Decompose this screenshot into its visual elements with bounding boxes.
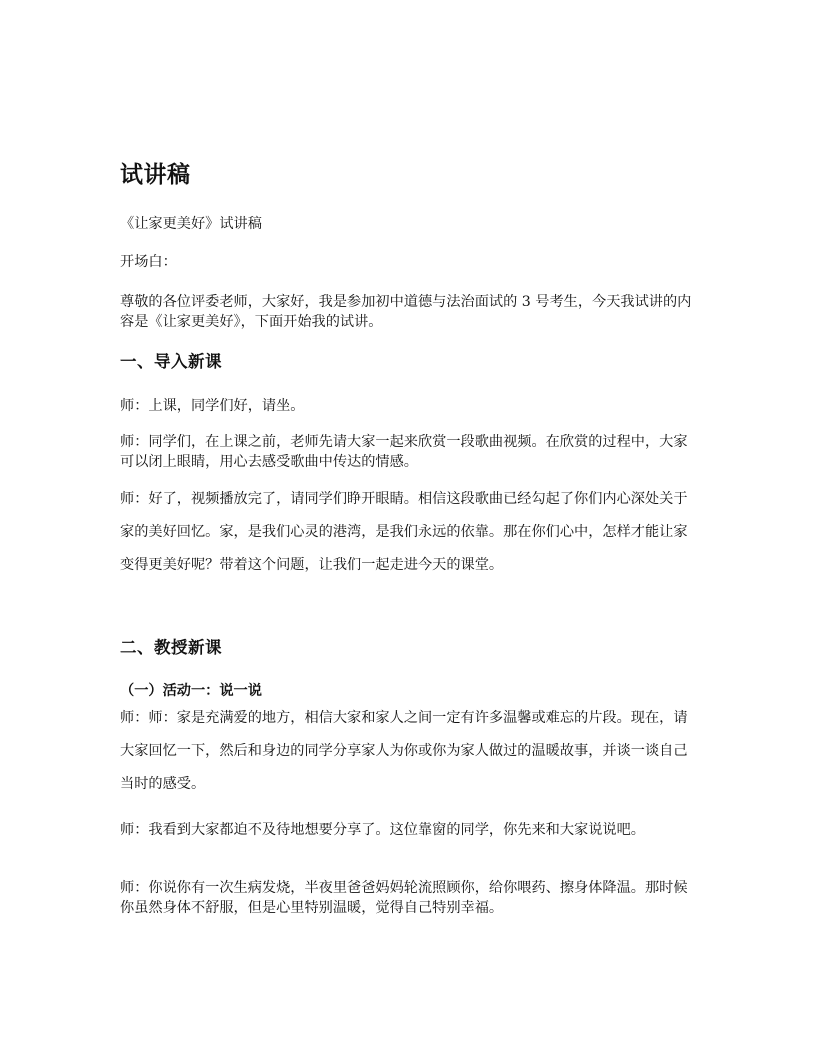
opening-label: 开场白： — [120, 254, 177, 270]
intro-paragraph: 师：上课，同学们好，请坐。 — [120, 398, 305, 414]
document-title: 试讲稿 — [120, 161, 191, 188]
section-heading-intro: 一、导入新课 — [120, 352, 222, 371]
teaching-paragraph: 师：你说你有一次生病发烧，半夜里爸爸妈妈轮流照顾你，给你喂药、擦身体降温。那时候你虽然身体不舒服，但是心里特别温暖，觉得自己特别幸福。 — [120, 880, 688, 916]
teaching-paragraph: 师：我看到大家都迫不及待地想要分享了。这位靠窗的同学，你先来和大家说说吧。 — [120, 822, 645, 838]
teaching-paragraph: 师：师：家是充满爱的地方，相信大家和家人之间一定有许多温馨或难忘的片段。现在，请大家回忆一下，然后和身边的同学分享家人为你或你为家人做过的温暖故事，并谈一谈自己当时的感受。 — [120, 710, 688, 792]
section-heading-teaching: 二、教授新课 — [120, 638, 222, 657]
greeting-paragraph: 尊敬的各位评委老师，大家好，我是参加初中道德与法治面试的 3 号考生，今天我试讲的内容是《让家更美好》，下面开始我的试讲。 — [120, 294, 692, 330]
intro-paragraph: 师：好了，视频播放完了，请同学们睁开眼睛。相信这段歌曲已经勾起了你们内心深处关于家的美好回忆。家，是我们心灵的港湾，是我们永远的依靠。那在你们心中，怎样才能让家变得更美好呢？带着这个问题，让我们一起走进今天的课堂。 — [120, 491, 688, 573]
intro-paragraph: 师：同学们，在上课之前，老师先请大家一起来欣赏一段歌曲视频。在欣赏的过程中，大家可以闭上眼睛，用心去感受歌曲中传达的情感。 — [120, 434, 688, 470]
lesson-subtitle: 《让家更美好》试讲稿 — [120, 216, 262, 232]
activity-heading: （一）活动一：说一说 — [120, 683, 262, 699]
